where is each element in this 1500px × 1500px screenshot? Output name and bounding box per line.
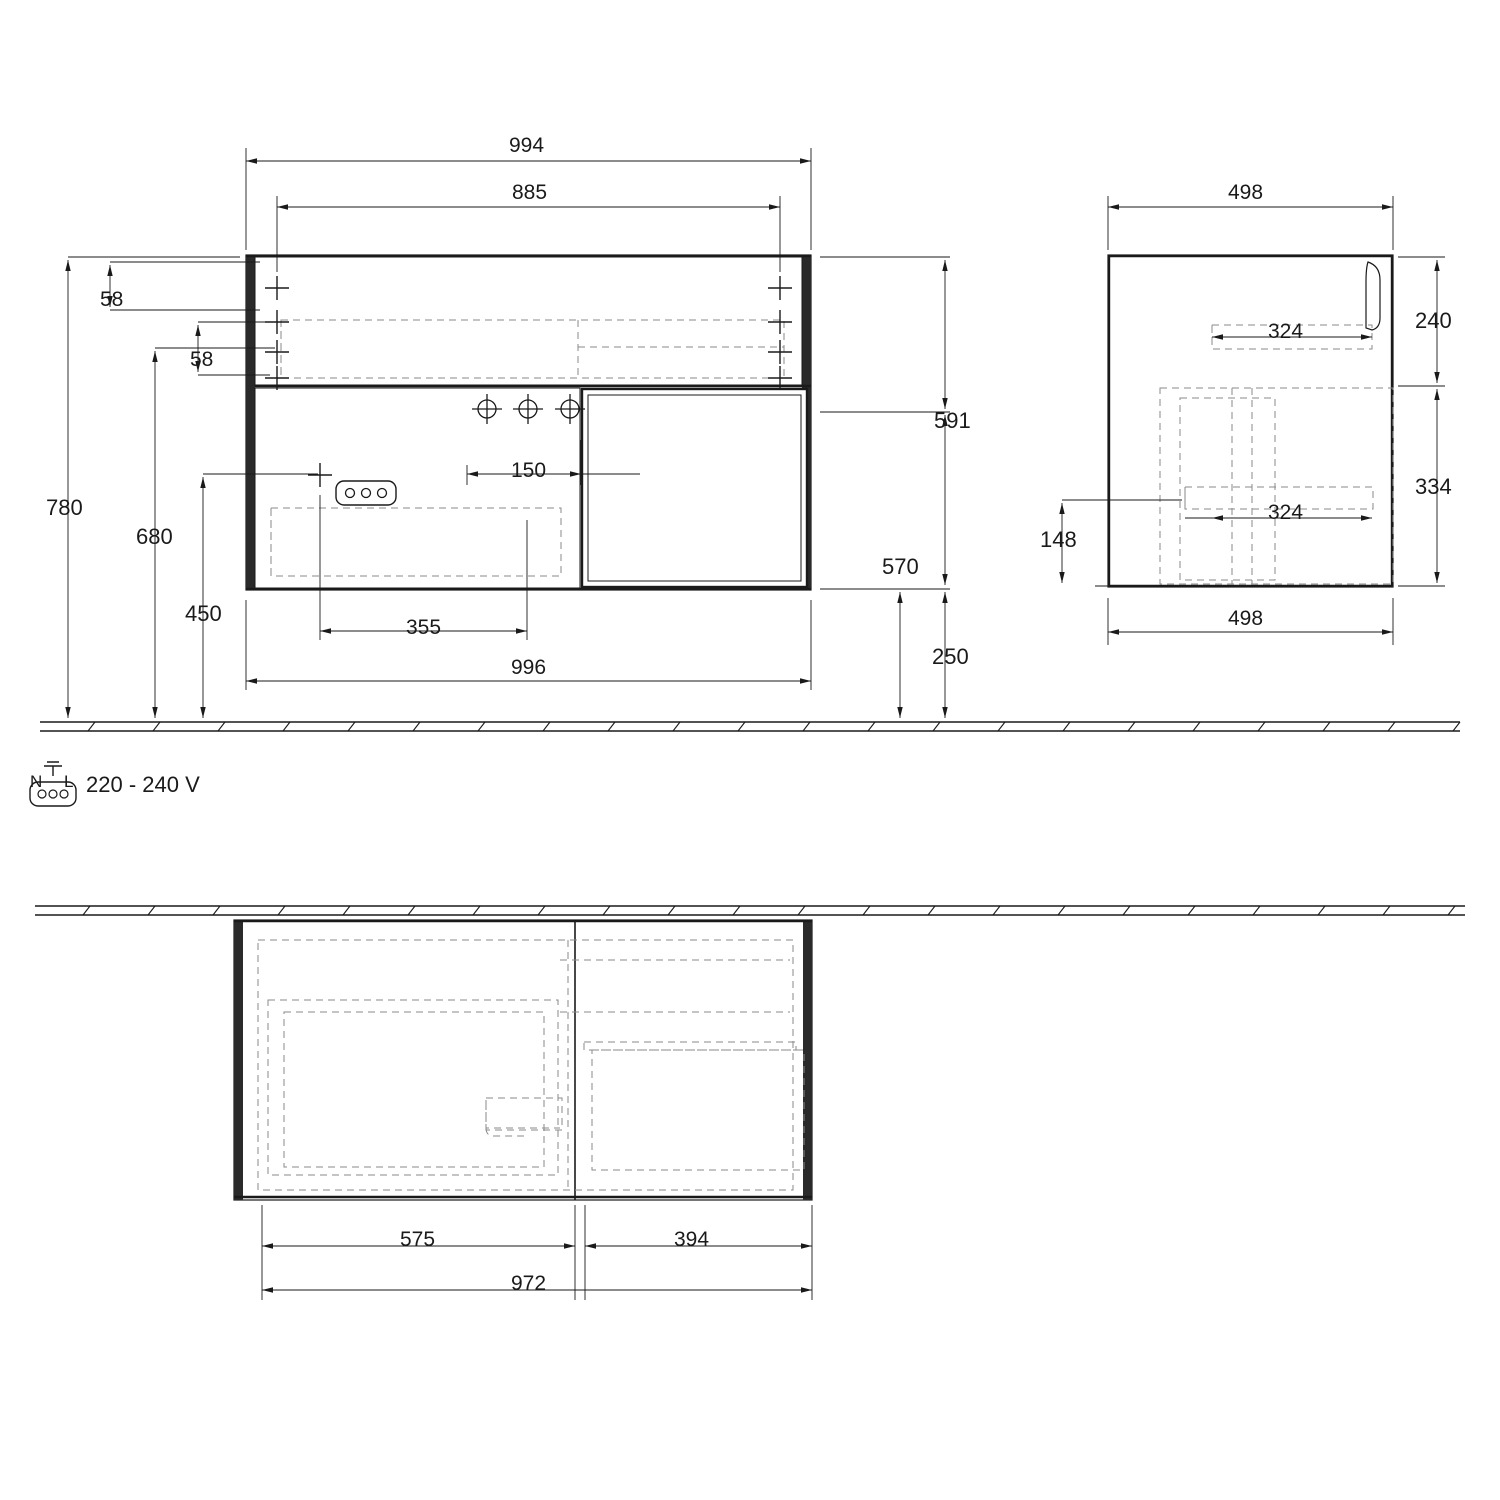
dim-front-inner-150: 150 [511, 459, 547, 482]
dim-front-body-width: 996 [511, 656, 547, 679]
dim-side-depth-top: 498 [1228, 181, 1264, 204]
dim-front-height-680: 680 [136, 524, 173, 549]
dim-front-height-450: 450 [185, 601, 222, 626]
dim-side-height-334: 334 [1415, 474, 1452, 499]
dim-front-inner-355: 355 [406, 616, 442, 639]
dim-front-height-250: 250 [932, 644, 969, 669]
dim-plan-total-width: 972 [511, 1272, 547, 1295]
dim-front-top-offset-1: 58 [100, 288, 124, 311]
dim-side-lower-324: 324 [1268, 501, 1304, 524]
terminal-l-label: L [64, 772, 74, 791]
terminal-n-label: N [30, 772, 43, 791]
voltage-label: 220 - 240 V [86, 772, 200, 797]
dim-front-mounting-width: 885 [512, 181, 548, 204]
dim-front-top-offset-2: 58 [190, 348, 214, 371]
dim-side-depth-bottom: 498 [1228, 607, 1264, 630]
dim-front-overall-width: 994 [509, 134, 545, 157]
dim-plan-left-section: 575 [400, 1228, 436, 1251]
dim-side-upper-324: 324 [1268, 320, 1304, 343]
dim-front-height-570: 570 [882, 554, 919, 579]
dim-front-height-total: 780 [46, 495, 83, 520]
dim-side-height-240: 240 [1415, 308, 1452, 333]
dim-front-height-591: 591 [934, 408, 971, 433]
dim-plan-right-section: 394 [674, 1228, 710, 1251]
dim-side-height-148: 148 [1040, 527, 1077, 552]
plan-view [35, 906, 1465, 1300]
side-elevation-view [1062, 196, 1445, 645]
